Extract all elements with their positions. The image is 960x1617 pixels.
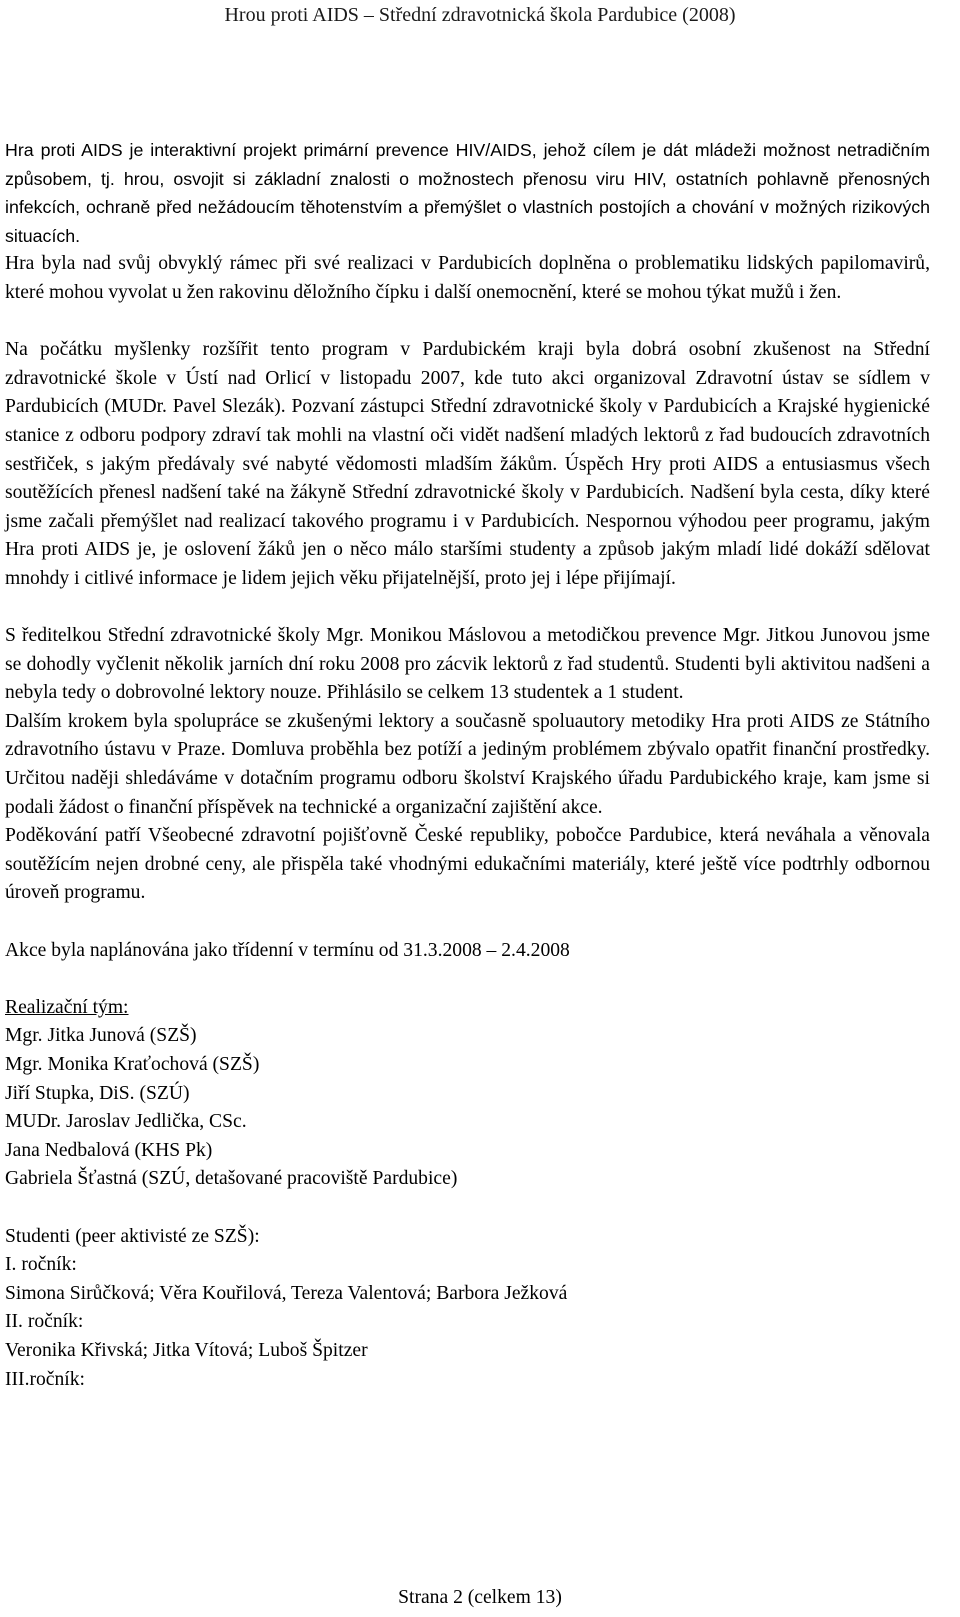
team-heading: Realizační tým: bbox=[5, 996, 129, 1018]
team-member: Mgr. Monika Kraťochová (SZŠ) bbox=[5, 1054, 260, 1075]
team-member: Jana Nedbalová (KHS Pk) bbox=[5, 1139, 213, 1161]
intro-paragraph: Hra proti AIDS je interaktivní projekt primární prevence HIV/AIDS, jehož cílem je dát mládeži možnost netradičním způsobem, tj. hrou, osvojit si základní znalosti o možnostech přenosu viru HIV, ostatních pohlavně přenosných infekcích, ochraně před nežádoucím těhotenstvím a přemýšlet o vlastních postojích a chování v možných rizikových situacích. bbox=[5, 140, 930, 246]
agreement-paragraph: S ředitelkou Střední zdravotnické školy Mgr. Monikou Máslovou a metodičkou prevence Mgr. Jitkou Junovou jsme se dohodly vyčlenit několik jarních dní roku 2008 pro zácvik lektorů z řad studentů. Studenti byli aktivitou nadšeni a nebyla tedy o dobrovolné lektory nouze. Přihlásilo se celkem 13 studentek a 1 student. bbox=[5, 625, 930, 704]
team-member: MUDr. Jaroslav Jedlička, CSc. bbox=[5, 1111, 247, 1133]
document-body bbox=[5, 136, 930, 1394]
spacer bbox=[5, 1194, 930, 1223]
cooperation-paragraph: Dalším krokem byla spolupráce se zkušenými lektory a současně spoluautory metodiky Hra proti AIDS ze Státního zdravotního ústavu v Praze. Domluva proběhla bez potíží a jediným problémem zbývalo opatřit finanční prostředky. Určitou naději shledáváme v dotačním programu odboru školství Krajského úřadu Pardubického kraje, kam jsme si podali žádost o finanční příspěvek na technické a organizační zajištění akce. bbox=[5, 710, 930, 818]
grade-label: II. ročník: bbox=[5, 1311, 84, 1333]
page-number: Strana 2 (celkem 13) bbox=[398, 1587, 562, 1608]
grade-students: Veronika Křivská; Jitka Vítová; Luboš Špitzer bbox=[5, 1339, 368, 1361]
spacer bbox=[5, 908, 930, 937]
origin-paragraph: Na počátku myšlenky rozšířit tento program v Pardubickém kraji byla dobrá osobní zkušenost na Střední zdravotnické škole v Ústí nad Orlicí v listopadu 2007, kde tuto akci organizoval Zdravotní ústav se sídlem v Pardubicích (MUDr. Pavel Slezák). Pozvaní zástupci Střední zdravotnické školy v Pardubicích a Krajské hygienické stanice z odboru podpory zdraví tak mohli na vlastní oči vidět nadšení mladých lektorů z řad budoucích zdravotních sestřiček, s jakým předávaly své nabyté vědomosti mladším žákům. Úspěch Hry proti AIDS a entusiasmus všech soutěžících přenesl nadšení také na žákyně Střední zdravotnické školy v Pardubicích. Nadšení byla cesta, díky které jsme začali přemýšlet nad realizací takového programu i v Pardubicích. Nespornou výhodou peer programu, jakým Hra proti AIDS je, je oslovení žáků jen o něco málo staršími studenty a způsob jakým mladí lidé dokáží sdělovat mnohdy i citlivé informace je lidem jejich věku přijatelnější, proto jej i lépe přijímají. bbox=[5, 339, 930, 589]
page-header: Hrou proti AIDS – Střední zdravotnická škola Pardubice (2008) bbox=[224, 4, 736, 26]
schedule-paragraph: Akce byla naplánována jako třídenní v termínu od 31.3.2008 – 2.4.2008 bbox=[5, 939, 570, 961]
thanks-paragraph: Poděkování patří Všeobecné zdravotní pojišťovně České republiky, pobočce Pardubice, která neváhala a věnovala soutěžícím nejen drobné ceny, ale přispěla také vhodnými edukačními materiály, které ještě více podtrhly odbornou úroveň programu. bbox=[5, 825, 930, 904]
students-heading: Studenti (peer aktivisté ze SZŠ): bbox=[5, 1225, 260, 1247]
team-member: Gabriela Šťastná (SZÚ, detašované pracoviště Pardubice) bbox=[5, 1168, 458, 1190]
grade-students: Simona Sirůčková; Věra Kouřilová, Tereza Valentová; Barbora Ježková bbox=[5, 1282, 568, 1304]
team-member: Jiří Stupka, DiS. (SZÚ) bbox=[5, 1082, 190, 1104]
spacer bbox=[5, 594, 930, 623]
grade-label: I. ročník: bbox=[5, 1254, 77, 1276]
spacer bbox=[5, 308, 930, 337]
grade-label: III.ročník: bbox=[5, 1368, 85, 1390]
spacer bbox=[5, 965, 930, 994]
team-member: Mgr. Jitka Junová (SZŠ) bbox=[5, 1025, 197, 1047]
hpv-paragraph: Hra byla nad svůj obvyklý rámec při své realizaci v Pardubicích doplněna o problematiku lidských papilomavirů, které mohou vyvolat u žen rakovinu děložního čípku i další onemocnění, které se mohou týkat mužů i žen. bbox=[5, 253, 930, 303]
